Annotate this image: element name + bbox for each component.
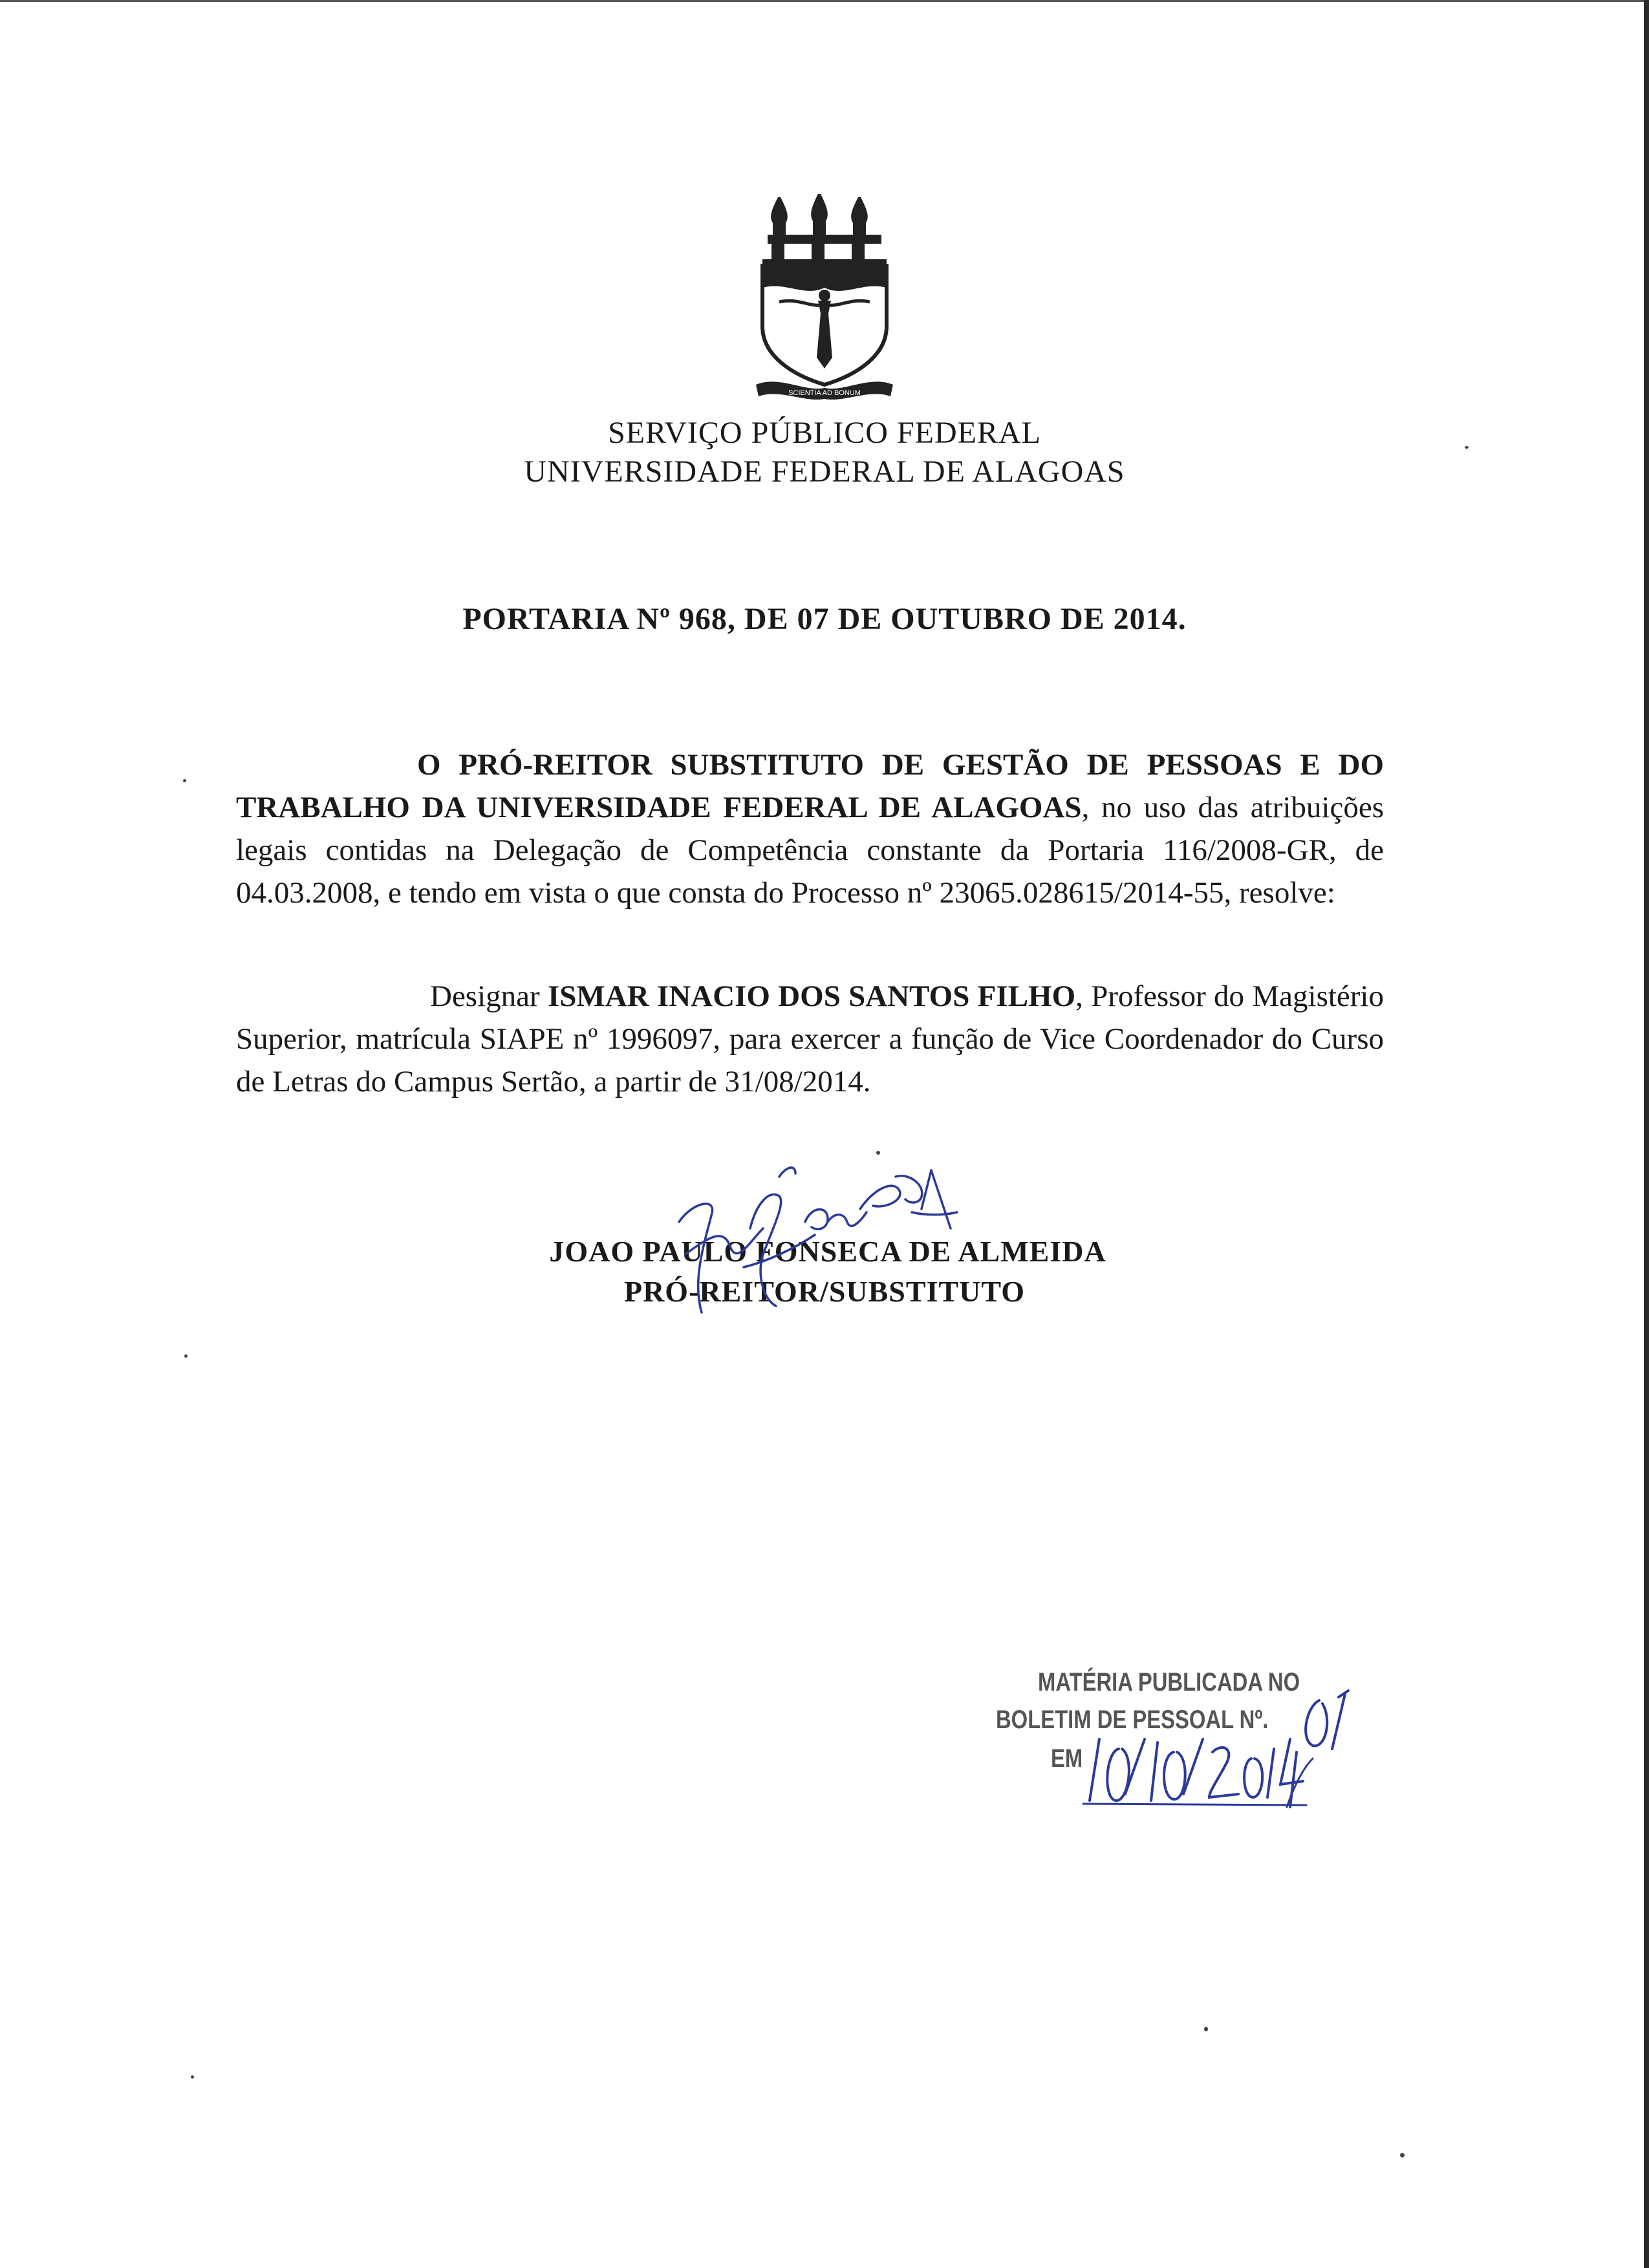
publication-stamp: [996, 1668, 1364, 1843]
scan-speck: [1465, 446, 1469, 449]
scan-speck: [183, 779, 186, 782]
university-crest-icon: [753, 191, 896, 404]
stamp-line-1: MATÉRIA PUBLICADA NO: [1038, 1668, 1300, 1696]
signer-role: PRÓ-REITOR/SUBSTITUTO: [623, 1275, 1026, 1308]
paragraph-designation: [236, 975, 1384, 1103]
paragraph2-lead: Designar: [430, 979, 548, 1013]
svg-text:SCIENTIA AD BONUM: SCIENTIA AD BONUM: [788, 389, 861, 397]
handwritten-signature: [666, 1151, 1002, 1332]
scan-speck: [191, 2075, 194, 2079]
signer-name: JOAO PAULO FONSECA DE ALMEIDA: [549, 1235, 1106, 1268]
stamp-line-2: BOLETIM DE PESSOAL Nº.: [996, 1706, 1269, 1734]
header-line-2: UNIVERSIDADE FEDERAL DE ALAGOAS: [524, 455, 1125, 489]
stamp-line-3: EM: [1051, 1744, 1083, 1773]
paragraph1-bold-lead: O PRÓ-REITOR SUBSTITUTO DE GESTÃO DE PESSOAS E DO TRABALHO DA UNIVERSIDADE FEDERAL DE ALAGOAS: [236, 748, 1384, 824]
designated-person-name: ISMAR INACIO DOS SANTOS FILHO: [547, 979, 1076, 1013]
paragraph2-rest: , Professor do Magistério Superior, matrícula SIAPE nº 1996097, para exercer a função de Vice Coordenador do Curso de Letras do Campus Sertão, a partir de 31/08/2014.: [236, 979, 1384, 1098]
scan-speck: [876, 1151, 880, 1155]
scan-edge-top: [0, 0, 1649, 2]
paragraph-considering: [236, 744, 1384, 914]
scan-speck: [1400, 2153, 1405, 2157]
scan-speck: [184, 1354, 188, 1358]
scan-edge-right: [1644, 0, 1649, 2268]
paragraph1-rest: , no uso das atribuições legais contidas na Delegação de Competência constante da Portaria 116/2008-GR, de 04.03.2008, e tendo em vista o que consta do Processo nº 23065.028615/2014-55, resolve:: [236, 791, 1385, 910]
header-line-1: SERVIÇO PÚBLICO FEDERAL: [608, 416, 1041, 450]
stamp-handwriting: [996, 1668, 1364, 1843]
portaria-title: PORTARIA Nº 968, DE 07 DE OUTUBRO DE 2014.: [462, 602, 1187, 636]
document-header: [0, 414, 1649, 491]
scan-speck: [1204, 2027, 1208, 2031]
